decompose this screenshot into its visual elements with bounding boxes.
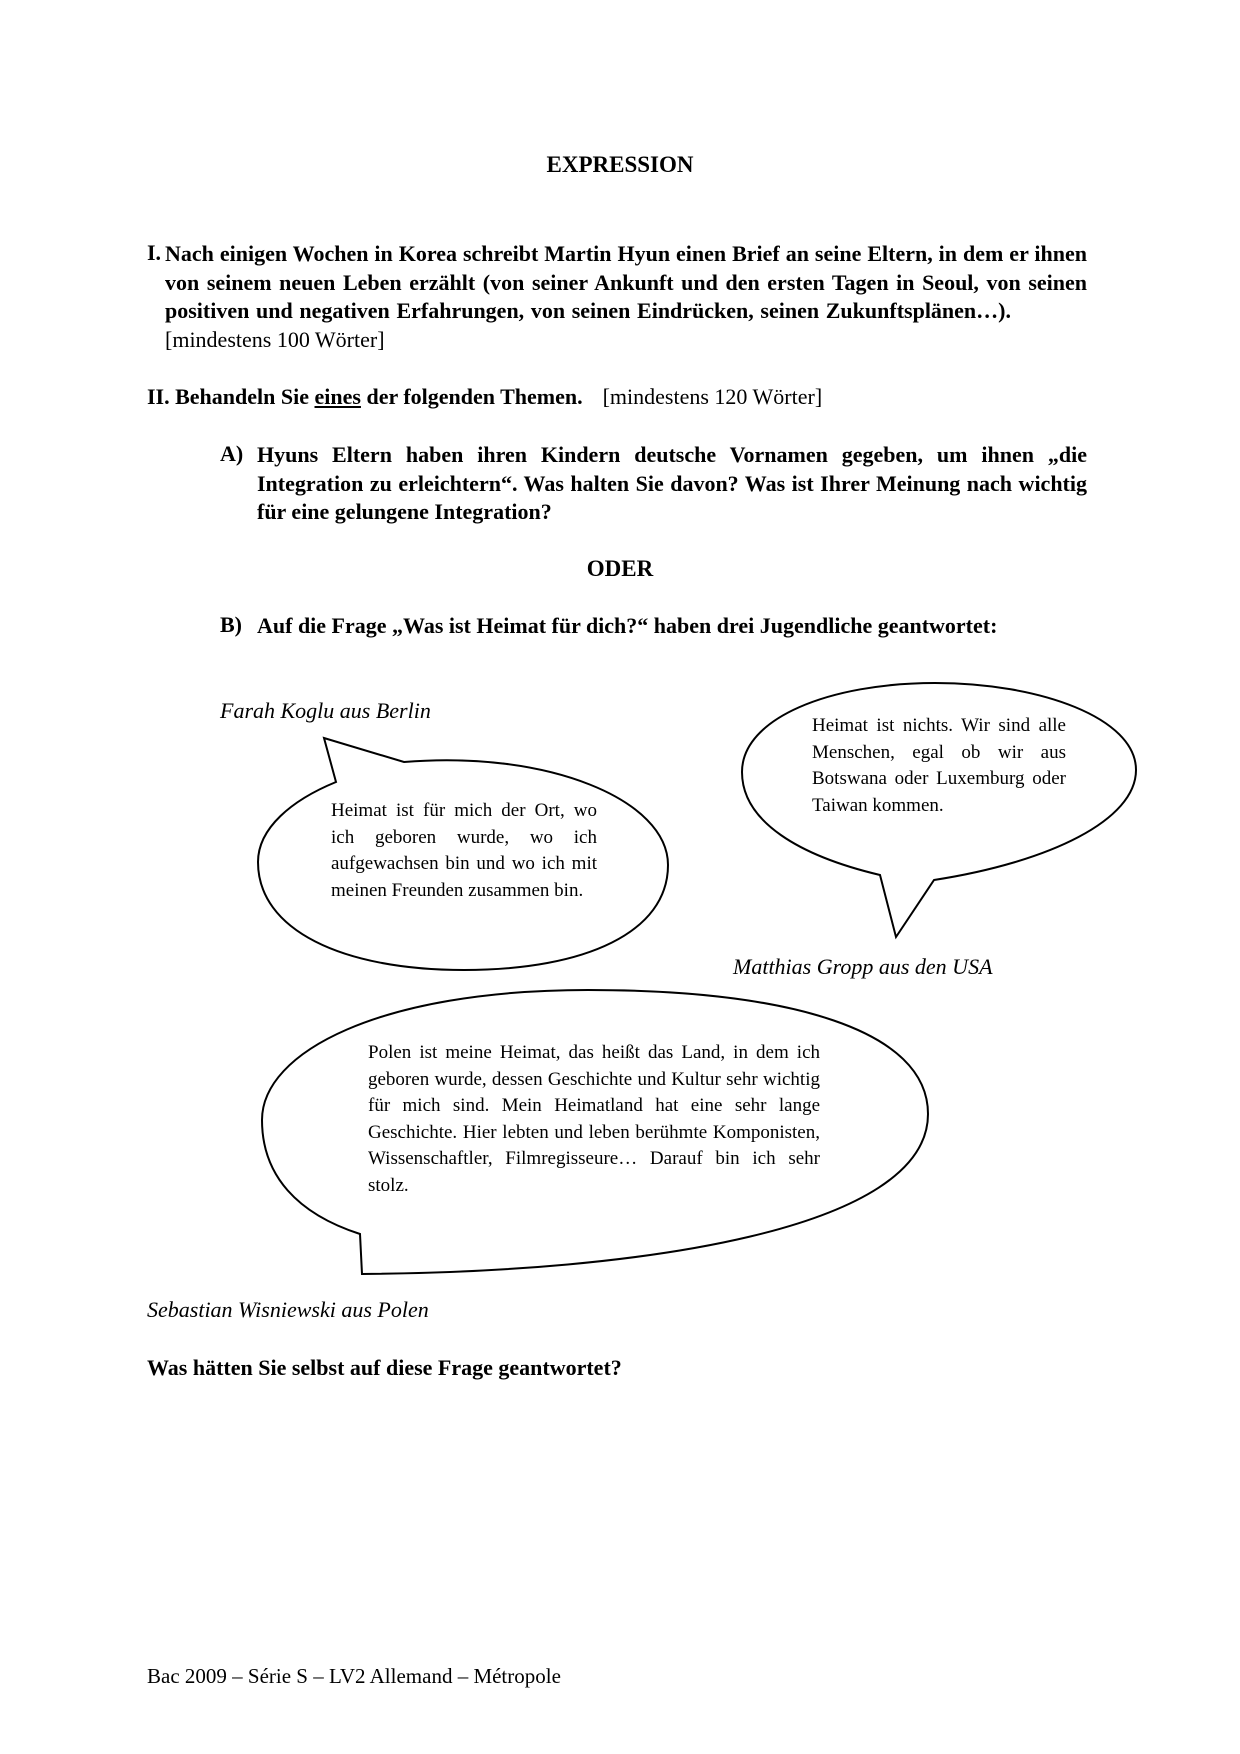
quote-farah: Heimat ist für mich der Ort, wo ich geboren wurde, wo ich aufgewachsen bin und wo ich mit meinen Freunden zusammen bin.: [331, 800, 597, 901]
section-2-heading: [147, 384, 822, 410]
oder-separator: ODER: [586, 556, 654, 581]
section-1-prompt: Nach einigen Wochen in Korea schreibt Martin Hyun einen Brief an seine Eltern, in dem er ihnen von seinem neuen Leben erzählt (von seiner Ankunft und den ersten Tagen in Seoul, von seinen positiven und negativen Erfahrungen, von seinen Eindrücken, seinen Zukunftsplänen…).: [165, 241, 1087, 323]
section-1-word-count: [mindestens 100 Wörter]: [165, 326, 385, 352]
option-a-label: A): [220, 441, 244, 466]
section-2-word-count: [mindestens 120 Wörter]: [602, 384, 823, 409]
section-2-suffix: der folgenden Themen.: [360, 384, 583, 409]
option-a-text: Hyuns Eltern haben ihren Kindern deutsche Vornamen gegeben, um ihnen „die Integration zu erleichtern“. Was halten Sie davon? Was ist Ihrer Meinung nach wichtig für eine gelungene Integration?: [257, 442, 1087, 524]
page-footer: Bac 2009 – Série S – LV2 Allemand – Métropole: [147, 1664, 561, 1688]
speaker-name-matthias: Matthias Gropp aus den USA: [733, 954, 993, 979]
section-2-prefix: II. Behandeln Sie: [147, 384, 315, 409]
quote-matthias: Heimat ist nichts. Wir sind alle Menschen, egal ob wir aus Botswana oder Luxemburg oder Taiwan kommen.: [812, 715, 1066, 816]
section-1-number: I.: [147, 240, 162, 265]
page-title: EXPRESSION: [546, 152, 694, 177]
speaker-name-sebastian: Sebastian Wisniewski aus Polen: [147, 1297, 429, 1322]
option-b-label: B): [220, 612, 242, 637]
quote-sebastian: Polen ist meine Heimat, das heißt das Land, in dem ich geboren wurde, dessen Geschichte und Kultur sehr wichtig für mich sind. Mein Heimatland hat eine sehr lange Geschichte. Hier lebten und leben berühmte Komponisten, Wissenschaftler, Filmregisseure… Darauf bin ich sehr stolz.: [368, 1042, 820, 1196]
speaker-name-farah: Farah Koglu aus Berlin: [220, 698, 431, 723]
final-question: Was hätten Sie selbst auf diese Frage geantwortet?: [147, 1355, 622, 1380]
section-2-emphasis: eines: [314, 384, 361, 409]
option-b-text: Auf die Frage „Was ist Heimat für dich?“ haben drei Jugendliche geantwortet:: [257, 613, 998, 638]
section-1-text: [165, 240, 1087, 354]
